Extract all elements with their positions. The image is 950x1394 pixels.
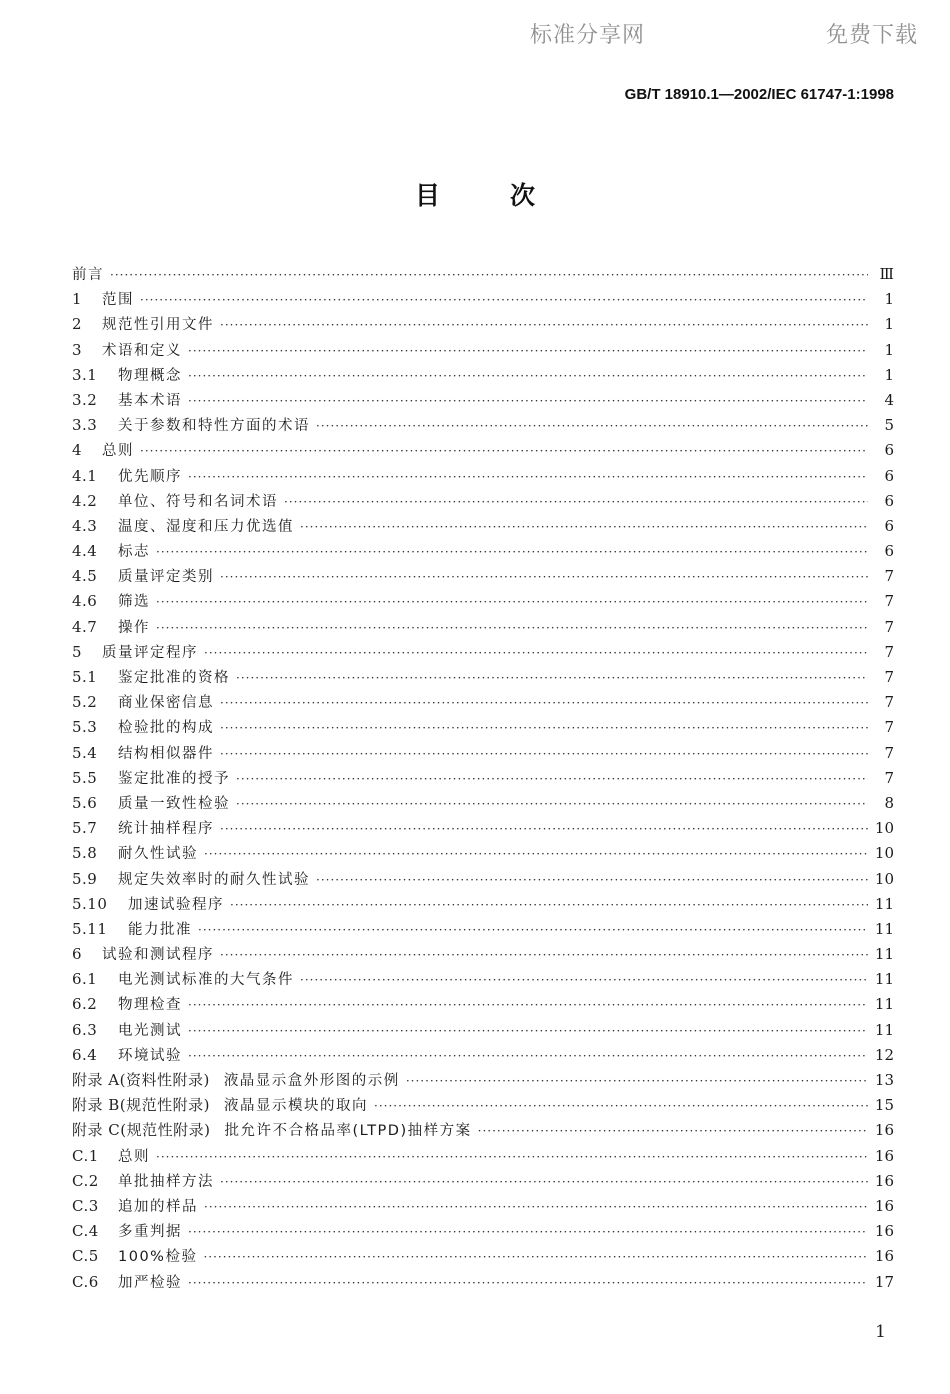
toc-entry-number: 4	[72, 441, 83, 460]
toc-entry-number: 5.2	[72, 693, 98, 712]
toc-entry-number: 5.3	[72, 718, 98, 737]
toc-entry-title: 单批抽样方法	[118, 1173, 214, 1190]
toc-entry-number: 附录 A(资料性附录)	[72, 1071, 210, 1089]
toc-entry[interactable]	[72, 1068, 894, 1093]
toc-entry-page: 10	[874, 819, 894, 838]
toc-dot-leader	[198, 918, 868, 943]
toc-entry-page: 11	[874, 894, 894, 913]
toc-dot-leader	[188, 1044, 868, 1069]
toc-dot-leader	[220, 817, 868, 842]
watermark-right: 免费下载	[826, 23, 919, 48]
toc-entry-page: 11	[874, 945, 894, 964]
toc-entry-page: 8	[884, 793, 894, 812]
toc-entry-number: 4.6	[72, 592, 98, 611]
toc-entry-title: 总则	[102, 443, 134, 460]
toc-entry[interactable]	[72, 489, 894, 514]
toc-entry-title: 检验批的构成	[118, 720, 214, 737]
toc-entry-page: 16	[874, 1121, 894, 1140]
toc-dot-leader	[300, 515, 868, 540]
toc-entry-title: 标志	[118, 544, 150, 561]
toc-entry-page: 1	[884, 340, 894, 359]
toc-entry-page: 7	[884, 592, 894, 611]
toc-entry-title: 操作	[118, 619, 150, 636]
toc-entry[interactable]	[72, 589, 894, 614]
toc-entry-page: 7	[884, 743, 894, 762]
toc-entry[interactable]	[72, 892, 894, 917]
toc-dot-leader	[188, 389, 868, 414]
toc-dot-leader	[140, 288, 868, 313]
toc-entry-title: 总则	[118, 1148, 150, 1165]
page-number: 1	[875, 1322, 886, 1342]
toc-entry-page: 6	[884, 542, 894, 561]
toc-entry[interactable]	[72, 741, 894, 766]
toc-entry-number: 5.11	[72, 919, 108, 938]
toc-entry[interactable]	[72, 816, 894, 841]
toc-entry-title: 筛选	[118, 594, 150, 611]
toc-entry[interactable]	[72, 841, 894, 866]
toc-entry-number: 附录 C(规范性附录)	[72, 1121, 211, 1140]
toc-entry-page: 7	[884, 617, 894, 636]
toc-entry-page: 16	[874, 1196, 894, 1215]
toc-entry-number: 5.1	[72, 668, 98, 686]
toc-entry[interactable]	[72, 388, 894, 413]
toc-entry-title: 液晶显示盒外形图的示例	[223, 1073, 400, 1089]
toc-dot-leader	[478, 1119, 868, 1144]
toc-entry-number: 5.9	[72, 869, 98, 888]
toc-entry-title: 批允许不合格品率(LTPD)抽样方案	[224, 1123, 472, 1140]
toc-entry-title: 试验和测试程序	[102, 947, 214, 964]
toc-entry[interactable]	[72, 690, 894, 715]
toc-entry[interactable]	[72, 615, 894, 640]
toc-entry-title: 规范性引用文件	[102, 317, 214, 334]
toc-entry-number: C.2	[72, 1171, 99, 1190]
toc-entry[interactable]	[72, 312, 894, 337]
toc-entry-number: 4.4	[72, 542, 98, 561]
toc-entry-number: C.3	[72, 1196, 99, 1215]
toc-entry[interactable]	[72, 262, 894, 287]
toc-entry-title: 范围	[102, 292, 134, 309]
toc-entry-number: 5.10	[72, 894, 108, 913]
toc-dot-leader	[110, 263, 868, 288]
toc-entry-number: C.5	[72, 1247, 99, 1266]
toc-dot-leader	[236, 792, 868, 817]
toc-entry[interactable]	[72, 715, 894, 740]
toc-entry-title: 环境试验	[118, 1047, 182, 1064]
toc-entry-page: 7	[884, 768, 894, 787]
toc-entry[interactable]	[72, 564, 894, 589]
toc-entry-page: 11	[874, 995, 894, 1014]
toc-entry[interactable]	[72, 1043, 894, 1068]
toc-entry-page: 1	[884, 290, 894, 309]
toc-dot-leader	[220, 313, 868, 338]
toc-dot-leader	[220, 1170, 868, 1195]
toc-entry-number: C.1	[72, 1146, 99, 1165]
toc-entry-title: 温度、湿度和压力优选值	[118, 518, 294, 535]
toc-entry-page: 1	[884, 315, 894, 334]
toc-entry-title: 加速试验程序	[128, 896, 224, 913]
toc-entry-number: 5	[72, 642, 83, 661]
toc-entry-page: 7	[884, 668, 894, 686]
toc-dot-leader	[204, 641, 868, 666]
toc-entry-number: 6.4	[72, 1045, 98, 1064]
toc-dot-leader	[203, 1245, 868, 1270]
toc-entry-page: 6	[884, 441, 894, 460]
toc-entry-title: 100%检验	[118, 1249, 198, 1266]
toc-entry-number: 附录 B(规范性附录)	[72, 1096, 210, 1115]
toc-entry[interactable]	[72, 1118, 894, 1143]
toc-entry-title: 电光测试	[118, 1022, 182, 1039]
toc-entry[interactable]	[72, 413, 894, 438]
toc-entry-title: 统计抽样程序	[118, 821, 214, 838]
toc-entry-title: 鉴定批准的授予	[118, 770, 230, 787]
toc-dot-leader	[156, 540, 868, 565]
toc-dot-leader	[236, 767, 868, 792]
table-of-contents	[72, 262, 894, 1295]
toc-entry-title: 质量评定程序	[102, 644, 198, 661]
toc-entry-page: 1	[884, 365, 894, 384]
toc-entry-number: 4.3	[72, 516, 98, 535]
toc-entry[interactable]	[72, 438, 894, 463]
toc-entry-number: 4.7	[72, 617, 98, 636]
toc-dot-leader	[220, 716, 868, 741]
toc-dot-leader	[300, 968, 868, 993]
toc-entry-title: 加严检验	[118, 1274, 182, 1291]
toc-entry-title: 优先顺序	[118, 468, 182, 485]
page-title-char-2: 次	[510, 181, 536, 210]
toc-entry-number: 6	[72, 945, 83, 964]
toc-dot-leader	[236, 666, 868, 691]
toc-entry[interactable]	[72, 967, 894, 992]
toc-dot-leader	[204, 842, 868, 867]
toc-entry-number: 6.1	[72, 970, 98, 989]
toc-entry-title: 物理概念	[118, 367, 182, 384]
toc-entry[interactable]	[72, 363, 894, 388]
toc-entry-number: 5.7	[72, 819, 98, 838]
toc-entry-page: 16	[874, 1146, 894, 1165]
toc-dot-leader	[316, 868, 868, 893]
toc-entry-title: 液晶显示模块的取向	[224, 1098, 368, 1115]
toc-entry[interactable]	[72, 1270, 894, 1295]
toc-entry-number: 3.3	[72, 416, 98, 435]
toc-entry[interactable]	[72, 791, 894, 816]
toc-dot-leader	[188, 1271, 868, 1296]
toc-entry[interactable]	[72, 1244, 894, 1269]
page-title	[0, 176, 950, 212]
toc-entry[interactable]	[72, 1219, 894, 1244]
toc-entry-number: 1	[72, 290, 83, 309]
toc-entry-number: 4.5	[72, 567, 98, 586]
toc-entry-number: 5.6	[72, 793, 98, 812]
toc-entry[interactable]	[72, 338, 894, 363]
toc-dot-leader	[156, 616, 868, 641]
toc-entry-title: 物理检查	[118, 997, 182, 1014]
toc-entry-title: 前言	[72, 267, 104, 283]
toc-entry-page: 13	[874, 1071, 894, 1089]
toc-entry[interactable]	[72, 640, 894, 665]
toc-entry-number: 5.8	[72, 844, 98, 863]
toc-entry-page: 15	[874, 1096, 894, 1115]
toc-entry-page: 16	[874, 1171, 894, 1190]
toc-dot-leader	[140, 439, 868, 464]
toc-entry-number: 3.2	[72, 390, 98, 409]
toc-entry[interactable]	[72, 992, 894, 1017]
toc-entry-page: 17	[874, 1272, 894, 1291]
toc-entry-title: 电光测试标准的大气条件	[118, 972, 294, 989]
toc-entry[interactable]	[72, 464, 894, 489]
toc-dot-leader	[316, 414, 868, 439]
toc-dot-leader	[188, 339, 868, 364]
toc-dot-leader	[204, 1195, 868, 1220]
toc-entry-number: 5.5	[72, 768, 98, 787]
toc-dot-leader	[220, 943, 868, 968]
toc-entry-number: 6.3	[72, 1020, 98, 1039]
toc-dot-leader	[220, 565, 868, 590]
toc-dot-leader	[156, 1145, 868, 1170]
toc-entry-title: 关于参数和特性方面的术语	[118, 418, 310, 435]
toc-dot-leader	[230, 893, 868, 918]
toc-entry-title: 基本术语	[118, 392, 182, 409]
toc-entry-title: 术语和定义	[102, 342, 182, 359]
toc-entry-page: 11	[874, 919, 894, 938]
toc-entry-title: 规定失效率时的耐久性试验	[118, 871, 310, 888]
toc-entry-page: 7	[884, 693, 894, 712]
toc-dot-leader	[284, 490, 868, 515]
toc-entry-title: 追加的样品	[118, 1198, 198, 1215]
toc-entry-page: 6	[884, 466, 894, 485]
toc-entry-title: 耐久性试验	[118, 846, 198, 863]
toc-entry-title: 多重判据	[118, 1224, 182, 1241]
toc-entry[interactable]	[72, 287, 894, 312]
toc-entry-page: Ⅲ	[879, 265, 894, 283]
toc-entry[interactable]	[72, 942, 894, 967]
toc-entry-page: 6	[884, 516, 894, 535]
toc-entry-page: 11	[874, 1020, 894, 1039]
toc-dot-leader	[188, 364, 868, 389]
toc-entry-number: 5.4	[72, 743, 98, 762]
toc-entry-number: 4.2	[72, 491, 98, 510]
toc-entry-title: 质量一致性检验	[118, 795, 230, 812]
toc-dot-leader	[188, 993, 868, 1018]
toc-dot-leader	[220, 691, 868, 716]
toc-entry-title: 结构相似器件	[118, 745, 214, 762]
toc-dot-leader	[220, 742, 868, 767]
toc-entry[interactable]	[72, 917, 894, 942]
toc-entry[interactable]	[72, 1194, 894, 1219]
watermark-left: 标准分享网	[530, 23, 646, 48]
toc-entry[interactable]	[72, 539, 894, 564]
toc-entry-page: 10	[874, 869, 894, 888]
toc-entry[interactable]	[72, 1144, 894, 1169]
toc-entry-title: 单位、符号和名词术语	[118, 493, 278, 510]
toc-dot-leader	[374, 1094, 868, 1119]
standard-code: GB/T 18910.1—2002/IEC 61747-1:1998	[624, 86, 894, 103]
toc-entry[interactable]	[72, 1093, 894, 1118]
toc-entry[interactable]	[72, 514, 894, 539]
toc-entry-page: 7	[884, 642, 894, 661]
toc-entry[interactable]	[72, 1018, 894, 1043]
page-title-char-1: 目	[414, 181, 440, 210]
toc-dot-leader	[188, 1220, 868, 1245]
toc-dot-leader	[188, 465, 868, 490]
toc-entry[interactable]	[72, 1169, 894, 1194]
toc-entry-page: 7	[884, 718, 894, 737]
toc-entry-number: 3	[72, 340, 83, 359]
toc-entry-title: 商业保密信息	[118, 695, 214, 712]
toc-entry-page: 16	[874, 1222, 894, 1241]
toc-dot-leader	[188, 1019, 868, 1044]
toc-entry-page: 7	[884, 567, 894, 586]
toc-entry-title: 质量评定类别	[118, 569, 214, 586]
toc-entry-page: 12	[874, 1045, 894, 1064]
toc-entry-number: 3.1	[72, 365, 98, 384]
toc-entry-number: 6.2	[72, 995, 98, 1014]
toc-entry-title: 鉴定批准的资格	[118, 670, 230, 686]
toc-entry-page: 11	[874, 970, 894, 989]
toc-entry-number: C.4	[72, 1222, 99, 1241]
toc-entry-page: 10	[874, 844, 894, 863]
toc-entry[interactable]	[72, 867, 894, 892]
toc-entry[interactable]	[72, 766, 894, 791]
toc-dot-leader	[156, 590, 868, 615]
toc-entry-page: 6	[884, 491, 894, 510]
toc-dot-leader	[406, 1069, 868, 1094]
toc-entry-number: 2	[72, 315, 83, 334]
toc-entry-page: 5	[884, 416, 894, 435]
toc-entry-page: 16	[874, 1247, 894, 1266]
toc-entry-number: 4.1	[72, 466, 98, 485]
toc-entry-page: 4	[884, 390, 894, 409]
toc-entry[interactable]	[72, 665, 894, 690]
toc-entry-number: C.6	[72, 1272, 99, 1291]
toc-entry-title: 能力批准	[128, 921, 192, 938]
